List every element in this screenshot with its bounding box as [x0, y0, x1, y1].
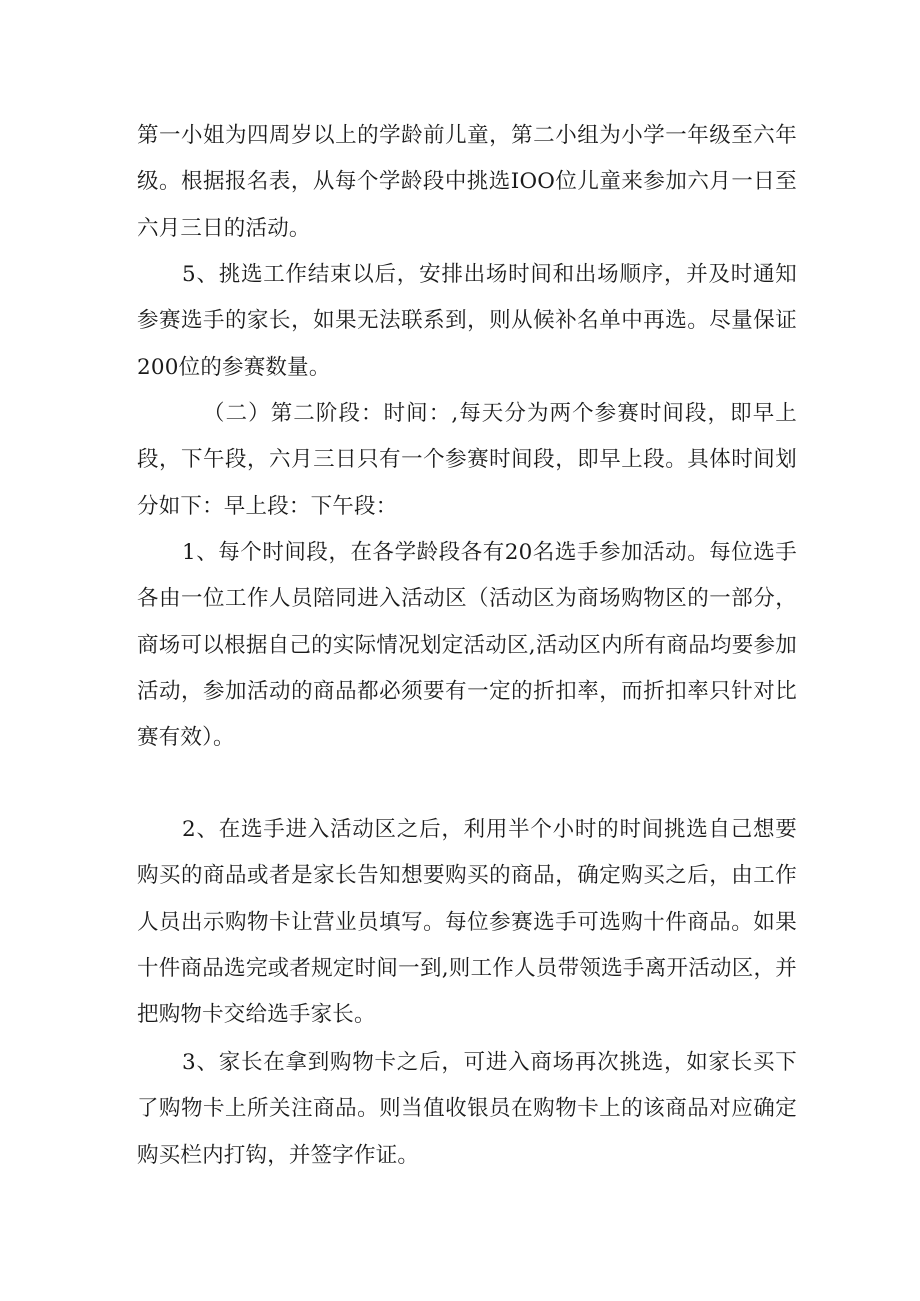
paragraph-step-1: 1、每个时间段，在各学龄段各有20名选手参加活动。每位选手各由一位工作人员陪同进入活动区（活动区为商场购物区的一部分，商场可以根据自己的实际情况划定活动区,活动区内所有商品均要参加活动，参加活动的商品都必须要有一定的折扣率，而折扣率只针对比赛有效）。 — [137, 540, 797, 751]
paragraph-stage-two: （二）第二阶段：时间：,每天分为两个参赛时间段，即早上段，下午段，六月三日只有一个参赛时间段，即早上段。具体时间划分如下：早上段：下午段： — [137, 401, 797, 519]
paragraph-step-3: 3、家长在拿到购物卡之后，可进入商场再次挑选，如家长买下了购物卡上所关注商品。则当值收银员在购物卡上的该商品对应确定购买栏内打钩，并签字作证。 — [137, 1050, 797, 1168]
paragraph-age-groups: 第一小姐为四周岁以上的学龄前儿童，第二小组为小学一年级至六年级。根据报名表，从每个学龄段中挑选IOO位儿童来参加六月一日至六月三日的活动。 — [137, 123, 797, 241]
paragraph-step-5: 5、挑选工作结束以后，安排出场时间和出场顺序，并及时通知参赛选手的家长，如果无法联系到，则从候补名单中再选。尽量保证200位的参赛数量。 — [137, 262, 797, 380]
paragraph-step-2: 2、在选手进入活动区之后，利用半个小时的时间挑选自己想要购买的商品或者是家长告知想要购买的商品，确定购买之后，由工作人员出示购物卡让营业员填写。每位参赛选手可选购十件商品。如果十件商品选完或者规定时间一到,则工作人员带领选手离开活动区，并把购物卡交给选手家长。 — [137, 817, 797, 1028]
